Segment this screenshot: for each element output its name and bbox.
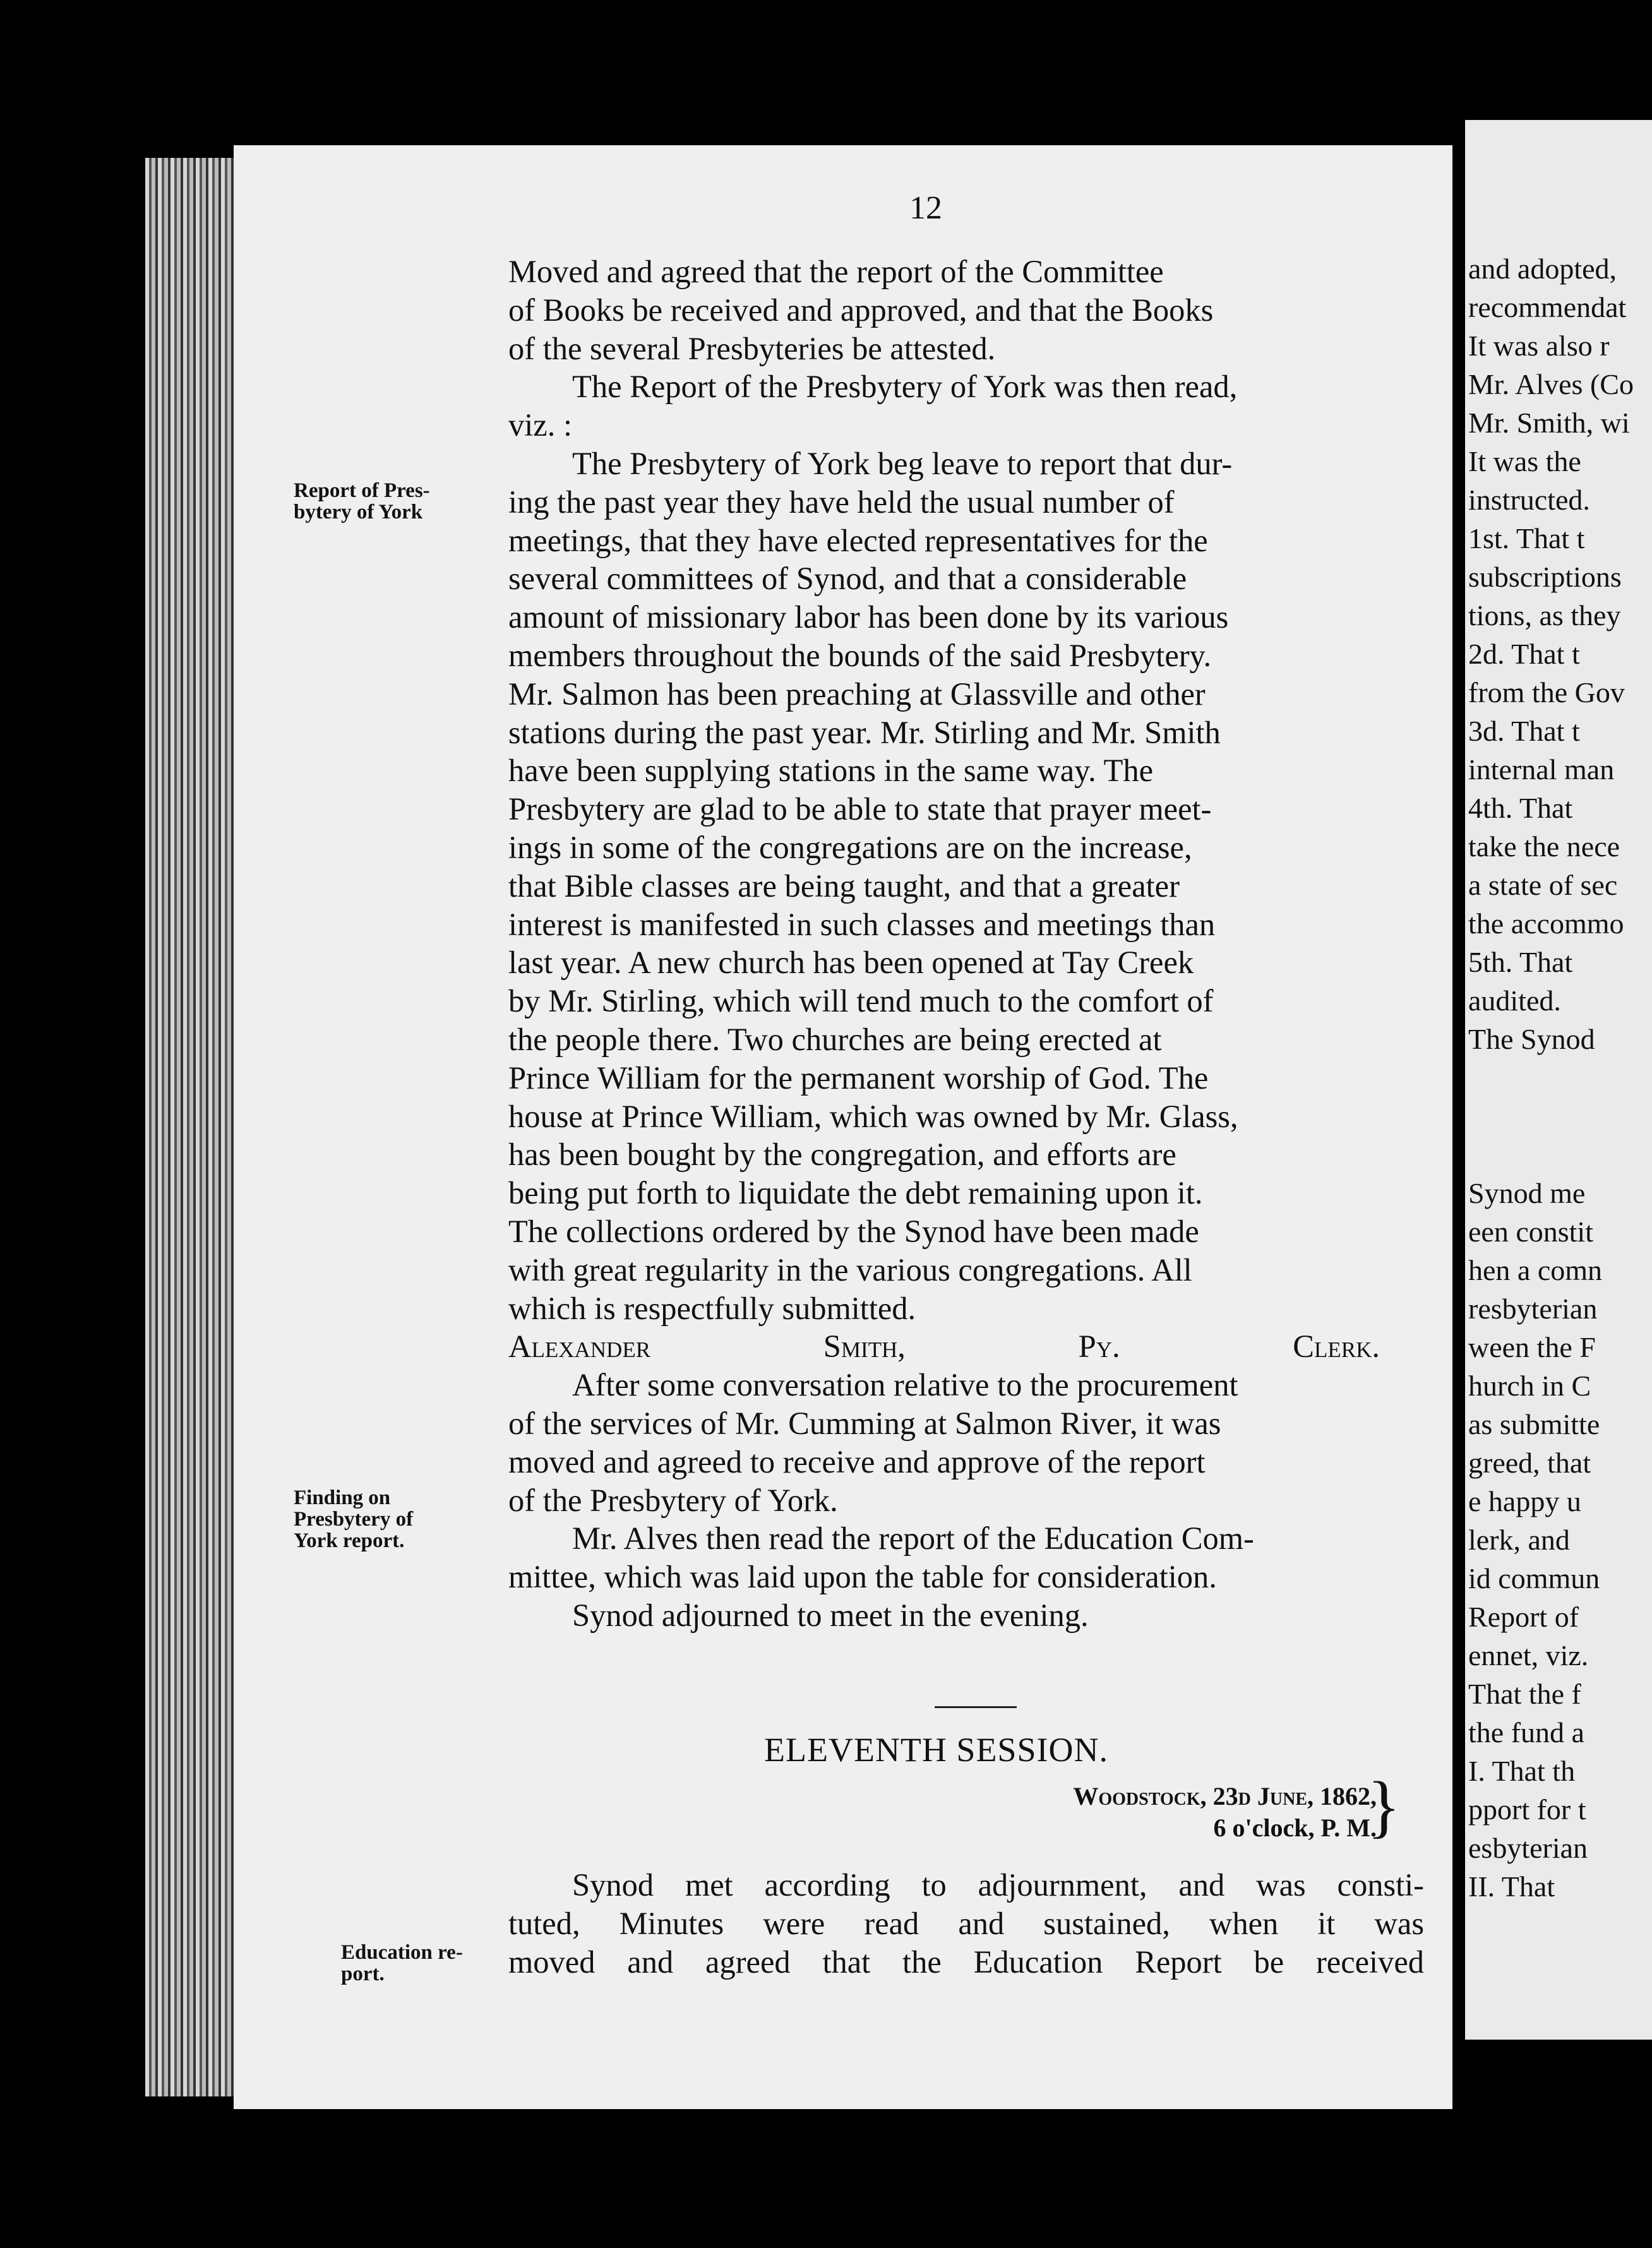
facing-line: Report of [1468, 1601, 1579, 1633]
paragraph-motion: Moved and agreed that the report of the Committee of Books be received and approved, and that the Books of the several Presbyteries be attested. [508, 254, 1214, 366]
facing-line: That the f [1468, 1678, 1581, 1710]
section-divider [935, 1706, 1017, 1708]
text-line: Synod met according to adjournment, and was consti- [572, 1867, 1424, 1903]
margin-note-education: Education re- port. [341, 1941, 463, 1985]
text-line: moved and agreed to receive and approve of the report [508, 1444, 1206, 1480]
facing-line: I. That th [1468, 1755, 1576, 1787]
facing-line: 5th. That [1468, 946, 1573, 978]
text-line: several committees of Synod, and that a considerable [508, 561, 1187, 597]
paragraph-adjourned [508, 1596, 1424, 1635]
dateline: Woodstock, 23d June, 1862, 6 o'clock, P. M. [1073, 1782, 1377, 1842]
text-line: Synod adjourned to meet in the evening. [572, 1597, 1089, 1633]
text-line: meetings, that they have elected representatives for the [508, 522, 1208, 558]
book-page-edges [145, 158, 246, 2096]
facing-line [1468, 1097, 1652, 1135]
text-line: The collections ordered by the Synod have been made [508, 1213, 1199, 1249]
text-line: the people there. Two churches are being erected at [508, 1021, 1162, 1057]
facing-line: II. That [1468, 1870, 1555, 1903]
text-line: Presbytery are glad to be able to state that prayer meet- [508, 791, 1212, 827]
paragraph-closing [508, 1866, 1424, 1981]
text-line: which is respectfully submitted. [508, 1290, 916, 1326]
facing-line: the fund a [1468, 1716, 1584, 1749]
text-line: mittee, which was laid upon the table for consideration. [508, 1559, 1217, 1595]
facing-line: tions, as they [1468, 599, 1621, 631]
facing-line: 4th. That [1468, 792, 1573, 824]
paragraph-finding [508, 1366, 1424, 1519]
facing-line: from the Gov [1468, 676, 1625, 708]
text-line: Prince William for the permanent worship of God. The [508, 1060, 1209, 1096]
facing-line: ennet, viz. [1468, 1639, 1589, 1671]
text-line: amount of missionary labor has been done by its various [508, 599, 1229, 635]
facing-line: greed, that [1468, 1447, 1591, 1479]
text-line: interest is manifested in such classes and meetings than [508, 906, 1216, 942]
text-line: of the services of Mr. Cumming at Salmon River, it was [508, 1405, 1221, 1441]
paragraph-education [508, 1519, 1424, 1596]
facing-line: hen a comn [1468, 1254, 1603, 1286]
facing-line: as submitte [1468, 1408, 1600, 1440]
text-line: moved and agreed that the Education Report be received [508, 1944, 1424, 1980]
facing-line: audited. [1468, 984, 1561, 1017]
facing-line: subscriptions [1468, 561, 1622, 593]
dateline-brace-icon: } [1367, 1767, 1401, 1844]
facing-line: 1st. That t [1468, 522, 1585, 554]
text-line: Mr. Alves then read the report of the Education Com- [572, 1521, 1254, 1557]
text-line: by Mr. Stirling, which will tend much to the comfort of [508, 983, 1214, 1019]
facing-line: It was also r [1468, 330, 1610, 362]
facing-line: resbyterian [1468, 1293, 1598, 1325]
facing-line: e happy u [1468, 1485, 1581, 1517]
facing-line: esbyterian [1468, 1832, 1588, 1864]
section-heading: ELEVENTH SESSION. [764, 1731, 1108, 1769]
facing-line: It was the [1468, 445, 1581, 477]
facing-line: instructed. [1468, 484, 1590, 516]
signature: Alexander Smith, Py. Clerk. [508, 1329, 1380, 1365]
facing-page-text [1468, 249, 1652, 1906]
margin-note-report: Report of Pres- bytery of York [294, 479, 430, 523]
facing-line: Mr. Smith, wi [1468, 407, 1630, 439]
text-line: After some conversation relative to the procurement [572, 1367, 1238, 1403]
text-line: have been supplying stations in the same way. The [508, 753, 1153, 789]
text-line: house at Prince William, which was owned by Mr. Glass, [508, 1098, 1238, 1134]
paragraph-york-report [508, 445, 1424, 1327]
text-line: being put forth to liquidate the debt remaining upon it. [508, 1175, 1203, 1211]
facing-line [1468, 1058, 1652, 1097]
facing-line: Synod me [1468, 1177, 1586, 1209]
page-number: 12 [909, 190, 942, 226]
facing-line: hurch in C [1468, 1370, 1591, 1402]
facing-line: and adopted, [1468, 253, 1617, 285]
main-text [508, 253, 1424, 1635]
facing-line: 3d. That t [1468, 715, 1580, 747]
facing-line: pport for t [1468, 1793, 1586, 1826]
facing-line [1468, 1135, 1652, 1174]
text-line: ing the past year they have held the usual number of [508, 484, 1175, 520]
text-line: has been bought by the congregation, and efforts are [508, 1137, 1176, 1173]
text-line: that Bible classes are being taught, and that a greater [508, 868, 1180, 904]
facing-line: recommendat [1468, 291, 1627, 323]
facing-line: een constit [1468, 1216, 1593, 1248]
text-line: stations during the past year. Mr. Stirling and Mr. Smith [508, 714, 1221, 750]
text-line: members throughout the bounds of the said Presbytery. [508, 637, 1212, 673]
facing-line: 2d. That t [1468, 638, 1580, 670]
paragraph-report-intro: The Report of the Presbytery of York was then read, viz. : [508, 369, 1238, 443]
facing-line: the accommo [1468, 907, 1624, 940]
margin-note-finding: Finding on Presbytery of York report. [294, 1486, 414, 1552]
facing-line: id commun [1468, 1562, 1600, 1594]
facing-line: take the nece [1468, 830, 1620, 863]
text-line: tuted, Minutes were read and sustained, when it was [508, 1905, 1424, 1941]
text-line: Mr. Salmon has been preaching at Glassville and other [508, 676, 1206, 712]
text-line: of the Presbytery of York. [508, 1482, 838, 1518]
text-line: with great regularity in the various congregations. All [508, 1252, 1192, 1288]
closing-text [508, 1866, 1424, 1981]
facing-line: Mr. Alves (Co [1468, 368, 1634, 400]
text-line: The Presbytery of York beg leave to report that dur- [572, 445, 1233, 481]
facing-line: ween the F [1468, 1331, 1596, 1363]
facing-line: a state of sec [1468, 869, 1618, 901]
facing-line: lerk, and [1468, 1524, 1570, 1556]
text-line: ings in some of the congregations are on the increase, [508, 829, 1192, 865]
facing-line: The Synod [1468, 1023, 1595, 1055]
text-line: last year. A new church has been opened at Tay Creek [508, 945, 1194, 981]
facing-line: internal man [1468, 753, 1615, 786]
